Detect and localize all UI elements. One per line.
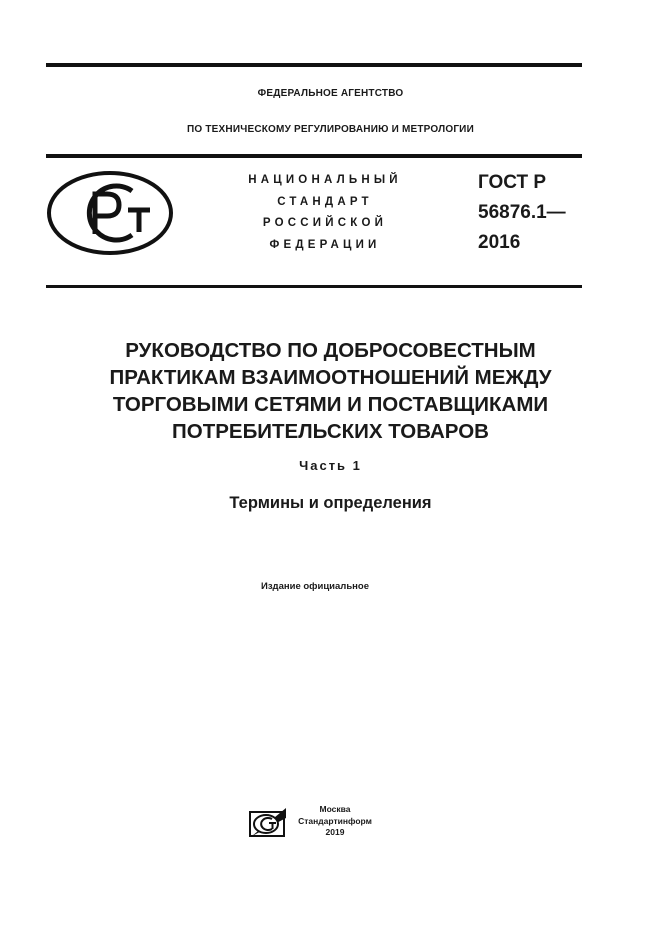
agency-name-line-2: ПО ТЕХНИЧЕСКОМУ РЕГУЛИРОВАНИЮ И МЕТРОЛОГИИ — [187, 124, 474, 135]
title-line: ТОРГОВЫМИ СЕТЯМИ И ПОСТАВЩИКАМИ — [112, 393, 549, 416]
imprint-year: 2019 — [325, 827, 345, 837]
standard-type-line: РОССИЙСКОЙ — [262, 217, 388, 229]
designation-line: 56876.1— — [478, 202, 566, 223]
middle-divider — [46, 154, 582, 158]
title-line: ПОТРЕБИТЕЛЬСКИХ ТОВАРОВ — [172, 420, 489, 443]
publisher-imprint — [295, 804, 375, 839]
title-line: ПРАКТИКАМ ВЗАИМООТНОШЕНИЙ МЕЖДУ — [109, 366, 552, 389]
imprint-publisher: Стандартинформ — [298, 815, 372, 826]
designation-line: ГОСТ Р — [478, 172, 547, 193]
part-number: Часть 1 — [299, 458, 362, 473]
standard-designation — [478, 168, 566, 258]
standartinform-logo-icon — [248, 806, 288, 838]
title-line: РУКОВОДСТВО ПО ДОБРОСОВЕСТНЫМ — [125, 339, 536, 362]
gost-r-logo-icon — [46, 170, 174, 256]
national-standard-label — [225, 170, 425, 256]
standard-type-line: СТАНДАРТ — [277, 195, 373, 208]
edition-label: Издание официальное — [261, 581, 369, 592]
document-subtitle: Термины и определения — [229, 494, 432, 512]
imprint-city: Москва — [319, 804, 351, 814]
agency-name-line-1: ФЕДЕРАЛЬНОЕ АГЕНТСТВО — [257, 88, 404, 99]
bottom-divider — [46, 285, 582, 288]
standard-type-line: НАЦИОНАЛЬНЫЙ — [248, 174, 402, 186]
designation-line: 2016 — [478, 232, 521, 253]
standard-type-line: ФЕДЕРАЦИИ — [269, 238, 381, 251]
document-title — [40, 337, 621, 445]
top-divider — [46, 63, 582, 67]
